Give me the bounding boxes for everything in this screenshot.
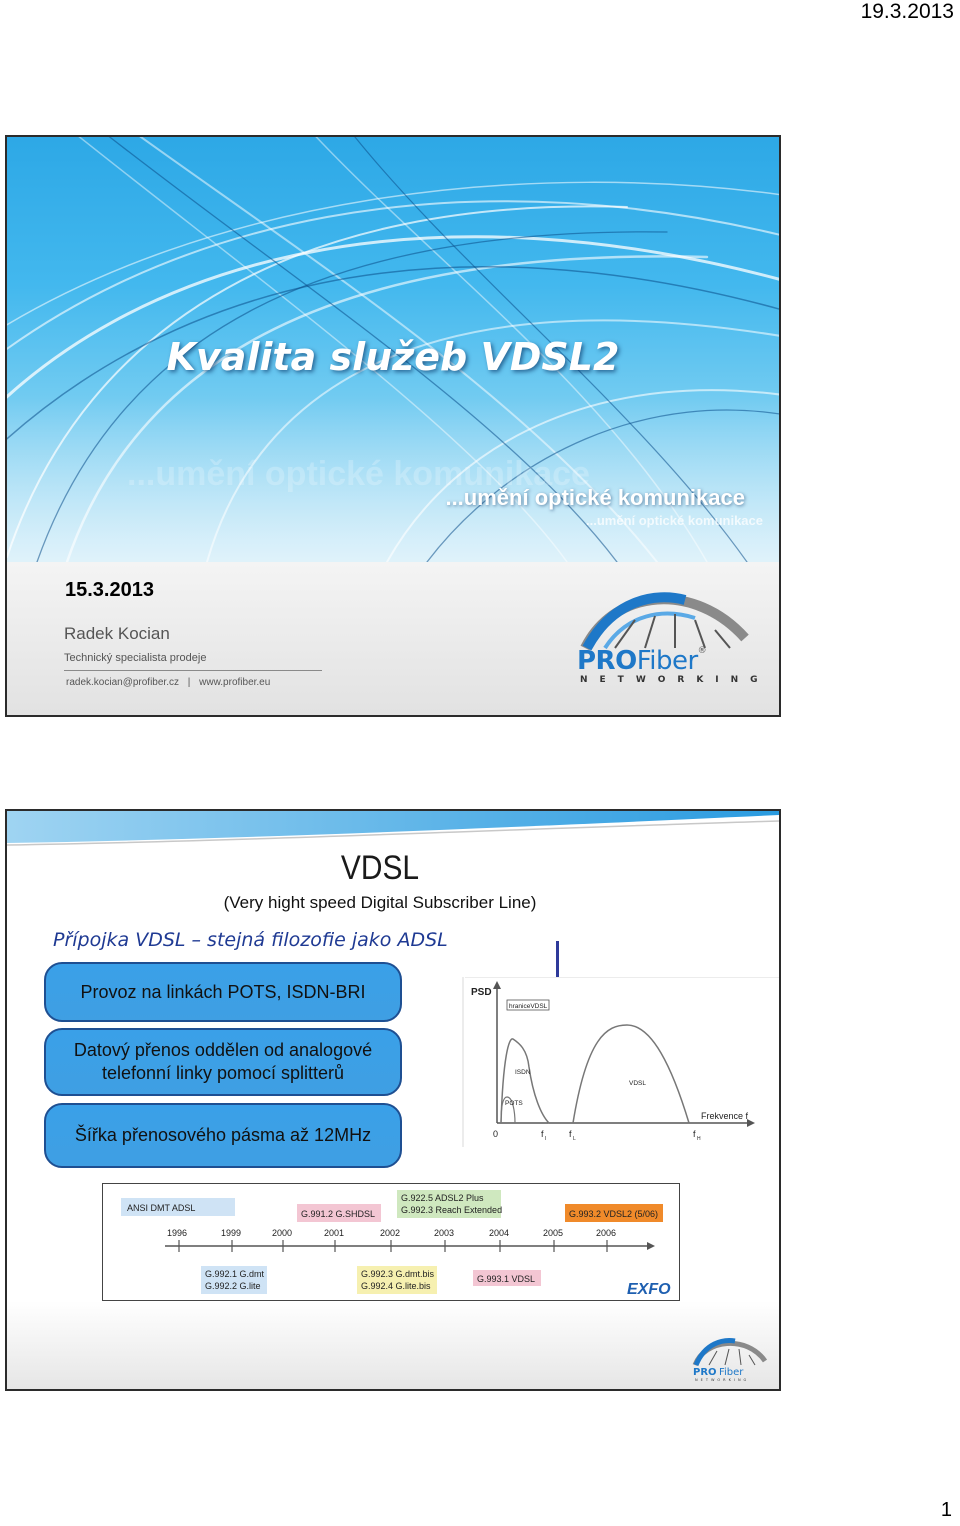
email-link[interactable]: radek.kocian@profiber.cz xyxy=(66,677,179,688)
small-logo-fiber: Fiber xyxy=(719,1367,744,1378)
slide-heading: VDSL xyxy=(340,849,420,887)
label-glite: G.992.2 G.lite xyxy=(205,1281,261,1291)
tick-fh: f xyxy=(693,1129,696,1139)
year-2006: 2006 xyxy=(596,1228,617,1238)
label-ansi: ANSI DMT ADSL xyxy=(127,1203,196,1213)
logo-networking: NETWORKING xyxy=(580,675,770,685)
slide-footer xyxy=(7,1301,779,1389)
presenter-role: Technický specialista prodeje xyxy=(64,652,207,664)
slide-vdsl xyxy=(5,809,781,1391)
logo-fiber: Fiber xyxy=(636,646,698,676)
year-1996: 1996 xyxy=(167,1228,188,1238)
logo-arc-icon xyxy=(575,590,755,650)
tick-fh-sub: H xyxy=(697,1136,701,1142)
page-number: 1 xyxy=(940,1499,952,1521)
small-logo-pro: PRO xyxy=(693,1367,717,1378)
slide-title-text: Kvalita služeb VDSL2 xyxy=(166,335,620,379)
hero-image xyxy=(7,137,779,562)
frequency-axis-label: Frekvence f xyxy=(701,1111,749,1121)
slide-subheading: (Very hight speed Digital Subscriber Line) xyxy=(223,893,537,912)
year-2002: 2002 xyxy=(380,1228,401,1238)
year-2001: 2001 xyxy=(324,1228,345,1238)
isdn-label: ISDN xyxy=(515,1069,531,1076)
exfo-logo: EXFO xyxy=(627,1281,671,1298)
info-box-bandwidth: Šířka přenosového pásma až 12MHz xyxy=(44,1103,402,1168)
slide-title xyxy=(5,135,781,717)
year-2003: 2003 xyxy=(434,1228,455,1238)
tick-fi: f xyxy=(541,1129,544,1139)
contact-separator: | xyxy=(187,677,191,688)
vdsl-label: VDSL xyxy=(629,1080,646,1087)
presenter-panel xyxy=(7,562,779,715)
label-shdsl: G.991.2 G.SHDSL xyxy=(301,1209,376,1219)
contact-line xyxy=(66,677,270,688)
divider xyxy=(64,670,322,671)
section-heading: Přípojka VDSL – stejná filozofie jako ADSL xyxy=(53,929,448,951)
label-adsl2plus: G.922.5 ADSL2 Plus xyxy=(401,1193,484,1203)
logo-wordmark xyxy=(577,646,706,676)
year-2005: 2005 xyxy=(543,1228,564,1238)
profiber-logo xyxy=(575,590,770,690)
label-gdmtbis: G.992.3 G.dmt.bis xyxy=(361,1269,435,1279)
logo-pro: PRO xyxy=(577,646,637,676)
presenter-name: Radek Kocian xyxy=(64,624,170,643)
header-swoosh xyxy=(7,811,779,851)
small-logo-networking: NETWORKING xyxy=(695,1378,750,1381)
year-2000: 2000 xyxy=(272,1228,293,1238)
dsl-standards-timeline xyxy=(102,1183,680,1301)
profiber-small-logo xyxy=(689,1335,769,1381)
hranice-label: hraniceVDSL xyxy=(509,1003,548,1010)
label-vdsl2: G.993.2 VDSL2 (5/06) xyxy=(569,1209,659,1219)
label-glitebis: G.992.4 G.lite.bis xyxy=(361,1281,431,1291)
logo-registered: ® xyxy=(697,646,707,656)
label-reach-extended: G.992.3 Reach Extended xyxy=(401,1205,503,1215)
tagline-reflection: ...umění optické komunikace xyxy=(586,513,763,528)
info-box-lines: Provoz na linkách POTS, ISDN-BRI xyxy=(44,962,402,1022)
tick-fi-sub: I xyxy=(545,1136,547,1142)
psd-axis-label: PSD xyxy=(471,987,492,998)
pots-label: POTS xyxy=(505,1100,523,1107)
label-gdmt: G.992.1 G.dmt xyxy=(205,1269,265,1279)
label-vdsl1: G.993.1 VDSL xyxy=(477,1274,536,1284)
website-link[interactable]: www.profiber.eu xyxy=(199,677,271,688)
tagline: ...umění optické komunikace xyxy=(445,485,745,510)
psd-spectrum-diagram xyxy=(457,977,779,1147)
presentation-date: 15.3.2013 xyxy=(65,579,154,601)
tagline-watermark: ...umění optické komunikace xyxy=(127,455,590,493)
year-1999: 1999 xyxy=(221,1228,242,1238)
tick-zero: 0 xyxy=(493,1129,499,1139)
tick-fl-sub: L xyxy=(573,1136,576,1142)
year-2004: 2004 xyxy=(489,1228,510,1238)
info-box-splitter: Datový přenos oddělen od analogové telefonní linky pomocí splitterů xyxy=(44,1028,402,1096)
tick-fl: f xyxy=(569,1129,572,1139)
page-date: 19.3.2013 xyxy=(860,0,954,23)
